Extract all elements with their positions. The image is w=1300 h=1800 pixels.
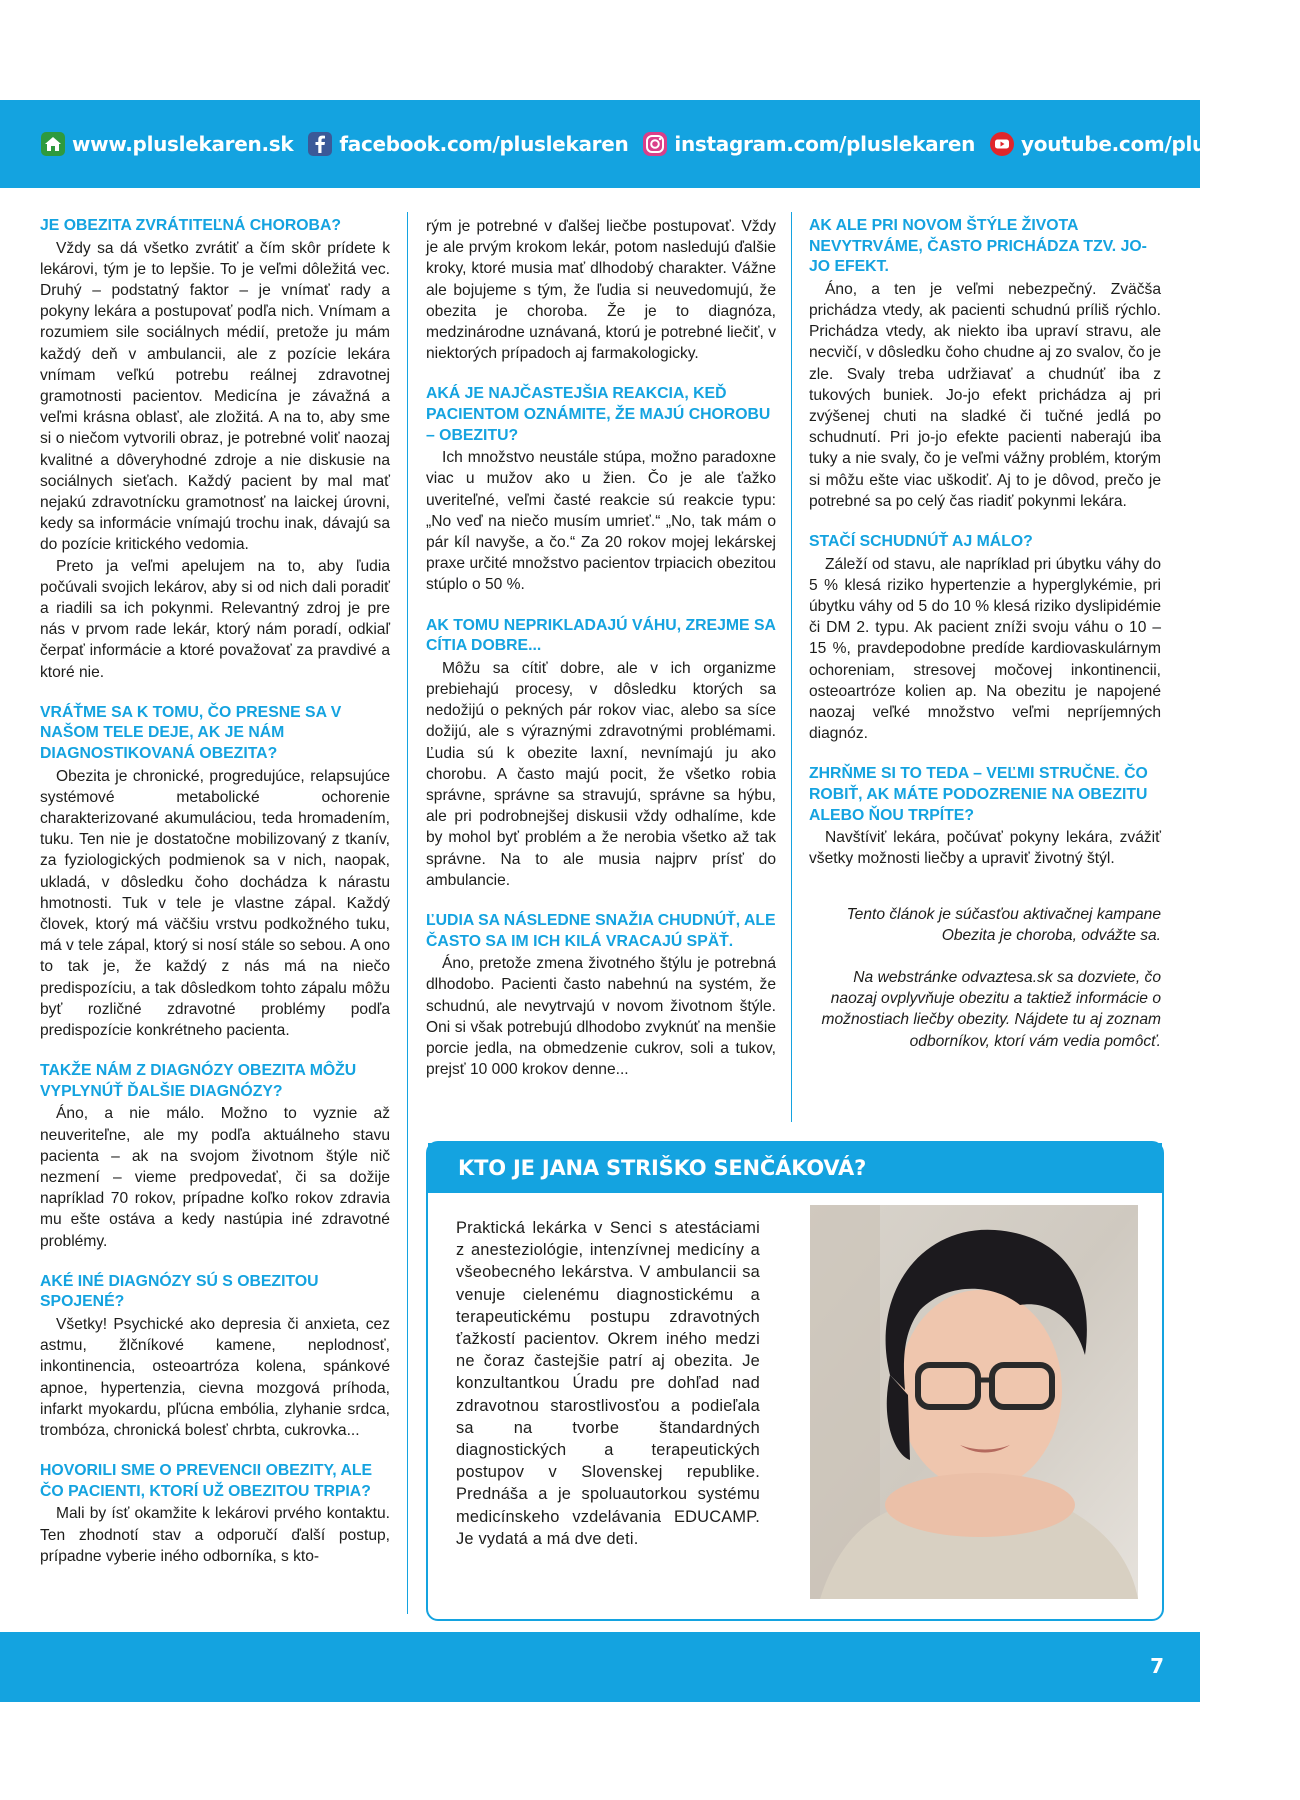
section-lose-little	[809, 532, 1161, 744]
campaign-note	[809, 904, 1161, 1052]
instagram-icon	[642, 131, 668, 157]
paragraph: Preto ja veľmi apelujem na to, aby ľudia počúvali svojich lekárov, aby si od nich dali poradiť a riadili sa ich pokynmi. Relevantný zdroj je pre nás v prvom rade lekár, ktorý nám poradí, odkiaľ čerpať informácie a ktoré považovať za pravdivé a ktoré nie.	[40, 557, 390, 681]
section-heading: AK TOMU NEPRIKLADAJÚ VÁHU, ZREJME SA CÍTIA DOBRE...	[426, 616, 776, 655]
section-heading: AKÁ JE NAJČASTEJŠIA REAKCIA, KEĎ PACIENTOM OZNÁMITE, ŽE MAJÚ CHOROBU – OBEZITU?	[426, 385, 771, 444]
section-feeling-good	[426, 616, 776, 891]
header-banner	[0, 100, 1300, 188]
article-column-2	[426, 216, 776, 1100]
section-summary	[809, 764, 1161, 869]
campaign-note-text: Tento článok je súčasťou aktivačnej kampane Obezita je choroba, odvážte sa.	[846, 905, 1161, 944]
paragraph: Áno, a ten je veľmi nebezpečný. Zväčša prichádza vtedy, ak pacienti schudnú príliš rýchlo. Prichádza vtedy, ak niekto iba upraví stravu, ale necvičí, v dôsledku čoho chudne aj zo svalov, čo je zle. Svaly treba udržiavať a chudnúť iba z tukových buniek. Jo-jo efekt prichádza aj pri zvýšenej chuti na sladké či tučné jedlá po schudnutí. Pri jo-jo efekte pacienti naberajú iba tuky a nie svaly, čo je veľmi vážny problém, ktorým si môžu ešte viac uškodiť. Aj to je dôvod, prečo je potrebné sa po celý čas riadiť pokynmi lekára.	[809, 280, 1161, 510]
info-box-title: KTO JE JANA STRIŠKO SENČÁKOVÁ?	[458, 1156, 867, 1180]
author-photo	[810, 1205, 1138, 1599]
instagram-link-label: instagram.com/pluslekaren	[674, 132, 976, 156]
paragraph: Všetky! Psychické ako depresia či anxieta, cez astmu, žlčníkové kamene, neplodnosť, inkontinencia, osteoartróza kolena, spánkové apnoe, hypertenzia, cievna mozgová príhoda, infarkt myokardu, pľúcna embólia, zlyhanie srdca, trombóza, chronická bolesť chrbta, cukrovka...	[40, 1316, 390, 1440]
home-icon	[40, 131, 66, 157]
paragraph: rým je potrebné v ďalšej liečbe postupovať. Vždy je ale prvým krokom lekár, potom nasledujú ďalšie kroky, ktoré musia mať dlhodobý charakter. Vážne ale bojujeme s tým, že ľudia si neuvedomujú, že obezita je choroba. Že je to diagnóza, medzinárodne uznávaná, ktorú je potrebné liečiť, v niektorých prípadoch aj farmakologicky.	[426, 218, 776, 363]
paragraph: Navštíviť lekára, počúvať pokyny lekára, zvážiť všetky možnosti liečby a upraviť životný štýl.	[809, 829, 1161, 868]
section-reversibility	[40, 216, 390, 683]
section-further-diagnoses	[40, 1061, 390, 1252]
section-prevention	[40, 1461, 390, 1567]
section-heading: AK ALE PRI NOVOM ŠTÝLE ŽIVOTA NEVYTRVÁME, ČASTO PRICHÁDZA TZV. JO-JO EFEKT.	[809, 217, 1147, 276]
column-divider	[407, 212, 408, 1614]
paragraph: Áno, pretože zmena životného štýlu je potrebná dlhodobo. Pacienti často nabehnú na systém, že schudnú, ale nevytrvajú v novom životnom štýle. Oni si však potrebujú dlhodobo zvyknúť na menšie porcie jedla, na obmedzenie cukrov, soli a tukov, prejsť 10 000 krokov denne...	[426, 955, 776, 1079]
article-column-1	[40, 216, 390, 1587]
paragraph: Obezita je chronické, progredujúce, relapsujúce systémové metabolické ochorenie charakterizované akumuláciou, teda hromadením, tuku. Ten nie je dostatočne mobilizovaný z tkanív, za fyziologických podmienok sa v nich, naopak, ukladá, v dôsledku čoho dochádza k nárastu hmotnosti. Tuk v tele je vlastne zápal. Každý človek, ktorý má väčšiu vrstvu podkožného tuku, má v tele zápal, ktorý si nosí stále so sebou. A ono to tak je, že každý z nás má na niečo predispozíciu, a tak dôsledkom tohto zápalu môžu byť rozličné zdravotné problémy podľa predispozície konkrétneho pacienta.	[40, 767, 390, 1040]
section-heading: VRÁŤME SA K TOMU, ČO PRESNE SA V NAŠOM TELE DEJE, AK JE NÁM DIAGNOSTIKOVANÁ OBEZITA?	[40, 703, 342, 763]
author-bio: Praktická lekárka v Senci s atestáciami z anesteziológie, intenzívnej medicíny a všeobecného lekárstva. V ambulancii sa venuje cielenému diagnostickému a terapeutickému postupu zdravotných ťažkostí pacientov. Okrem iného medzi ne čoraz častejšie patrí aj obezita. Je konzultantkou Úradu pre dohľad nad zdravotnou starostlivosťou a podieľala sa na tvorbe štandardných diagnostických a terapeutických postupov v Slovenskej republike. Prednáša a je spoluautorkou systému medicínskeho vzdelávania EDUCAMP. Je vydatá a má dve deti.	[456, 1219, 760, 1548]
section-heading: JE OBEZITA ZVRÁTITEĽNÁ CHOROBA?	[40, 217, 342, 234]
website-link-label: www.pluslekaren.sk	[72, 132, 294, 156]
section-heading: TAKŽE NÁM Z DIAGNÓZY OBEZITA MÔŽU VYPLYNÚŤ ĎALŠIE DIAGNÓZY?	[40, 1062, 357, 1100]
section-weight-returns	[426, 911, 776, 1080]
paragraph: Môžu sa cítiť dobre, ale v ich organizme prebiehajú procesy, v dôsledku ktorých sa nedožijú o pekných pár rokov viac, alebo sa síce dožijú, ale s výraznými zdravotnými problémami. Ľudia sú k obezite laxní, nevnímajú ju ako chorobu. A často majú pocit, že všetko robia správne, správne sa stravujú, správne sa hýbu, ale pri podrobnejšej diskusii vždy odhalíme, kde by mohol byť problém a že nerobia všetko až tak správne. Na to ale musia najprv prísť do ambulancie.	[426, 659, 776, 889]
social-links	[40, 100, 1300, 188]
author-info-box	[426, 1141, 1164, 1621]
section-yoyo-effect	[809, 216, 1161, 512]
website-link[interactable]	[40, 131, 293, 157]
column-divider	[791, 212, 792, 1122]
facebook-link[interactable]	[307, 131, 628, 157]
section-heading: HOVORILI SME O PREVENCII OBEZITY, ALE ČO PACIENTI, KTORÍ UŽ OBEZITOU TRPIA?	[40, 1462, 373, 1500]
paragraph: Záleží od stavu, ale napríklad pri úbytku váhy do 5 % klesá riziko hypertenzie a hyperglykémie, pri úbytku váhy od 5 do 10 % klesá riziko dyslipidémie či DM 2. typu. Ak pacient zníži svoju váhu o 10 – 15 %, pravdepodobne predíde kardiovaskulárnym ochoreniam, stresovej močovej inkontinencii, osteoartróze kolien ap. Na obezitu je napojené naozaj veľké množstvo veľmi nepríjemných diagnóz.	[809, 555, 1161, 743]
instagram-link[interactable]	[642, 131, 975, 157]
section-body-processes	[40, 703, 390, 1041]
paragraph: Áno, a nie málo. Možno to vyznie až neuveriteľne, ale my podľa aktuálneho stavu pacienta – ak na svojom životnom štýle nič nezmení – vieme predpovedať, či sa dožije napríklad 70 rokov, prípadne koľko rokov zdravia mu ešte ostáva a kedy nastúpia iné zdravotné problémy.	[40, 1105, 390, 1250]
section-heading: STAČÍ SCHUDNÚŤ AJ MÁLO?	[809, 533, 1033, 551]
section-patient-reaction	[426, 384, 776, 595]
info-box-header	[428, 1143, 1162, 1193]
youtube-link[interactable]	[989, 131, 1300, 157]
section-heading: AKÉ INÉ DIAGNÓZY SÚ S OBEZITOU SPOJENÉ?	[40, 1272, 319, 1311]
section-related-diagnoses	[40, 1272, 390, 1441]
article-column-3	[809, 216, 1161, 1073]
facebook-link-label: facebook.com/pluslekaren	[339, 132, 629, 156]
page-number: 7	[1150, 1654, 1164, 1678]
youtube-link-label: youtube.com/pluslekaren	[1021, 132, 1300, 156]
section-continuation	[426, 216, 776, 364]
section-heading: ZHRŇME SI TO TEDA – VEĽMI STRUČNE. ČO ROBIŤ, AK MÁTE PODOZRENIE NA OBEZITU ALEBO ŇOU TRPÍTE?	[809, 765, 1148, 824]
paragraph: Ich množstvo neustále stúpa, možno paradoxne viac u mužov ako u žien. Čo je ale ťažko uveriteľné, veľmi časté reakcie sú reakcie typu: „No veď na niečo musím umrieť.“ „No, tak mám o pár kíl navyše, a čo.“ Za 20 rokov mojej lekárskej praxe určité množstvo pacientov trpiacich obezitou stúplo o 50 %.	[426, 449, 776, 594]
youtube-icon	[989, 131, 1015, 157]
section-heading: ĽUDIA SA NÁSLEDNE SNAŽIA CHUDNÚŤ, ALE ČASTO SA IM ICH KILÁ VRACAJÚ SPÄŤ.	[426, 912, 776, 950]
website-note-text: Na webstránke odvaztesa.sk sa dozviete, čo naozaj ovplyvňuje obezitu a taktiež informácie o možnostiach liečby obezity. Nájdete tu aj zoznam odborníkov, ktorí vám vedia pomôcť.	[821, 969, 1161, 1050]
facebook-icon	[307, 131, 333, 157]
footer-banner	[0, 1632, 1200, 1702]
paragraph: Vždy sa dá všetko zvrátiť a čím skôr prídete k lekárovi, tým je to lepšie. To je veľmi dôležitá vec. Druhý – podstatný faktor – je vnímať rady a pokyny lekára a postupovať podľa nich. Vnímam a rozumiem sile sociálnych médií, pretože ju mám každý deň v ambulancii, ale z pozície lekára vnímam veľkú potrebu reálnej zdravotnej gramotnosti pacientov. Medicína je závažná a veľmi krásna oblasť, ale zložitá. A na to, aby sme si o niečom vytvorili obraz, je potrebné voliť naozaj kvalitné a dôveryhodné zdroje a nie diskusie na sociálnych sieťach. Každý pacient by mal mať nejakú zdravotnícku gramotnosť na laickej úrovni, kedy sa informácie vnímajú trochu inak, dávajú sa do pozície kritického vedomia.	[40, 239, 390, 554]
paragraph: Mali by ísť okamžite k lekárovi prvého kontaktu. Ten zhodnotí stav a odporučí ďalší postup, prípadne vyberie iného odborníka, s kto-	[40, 1505, 390, 1565]
